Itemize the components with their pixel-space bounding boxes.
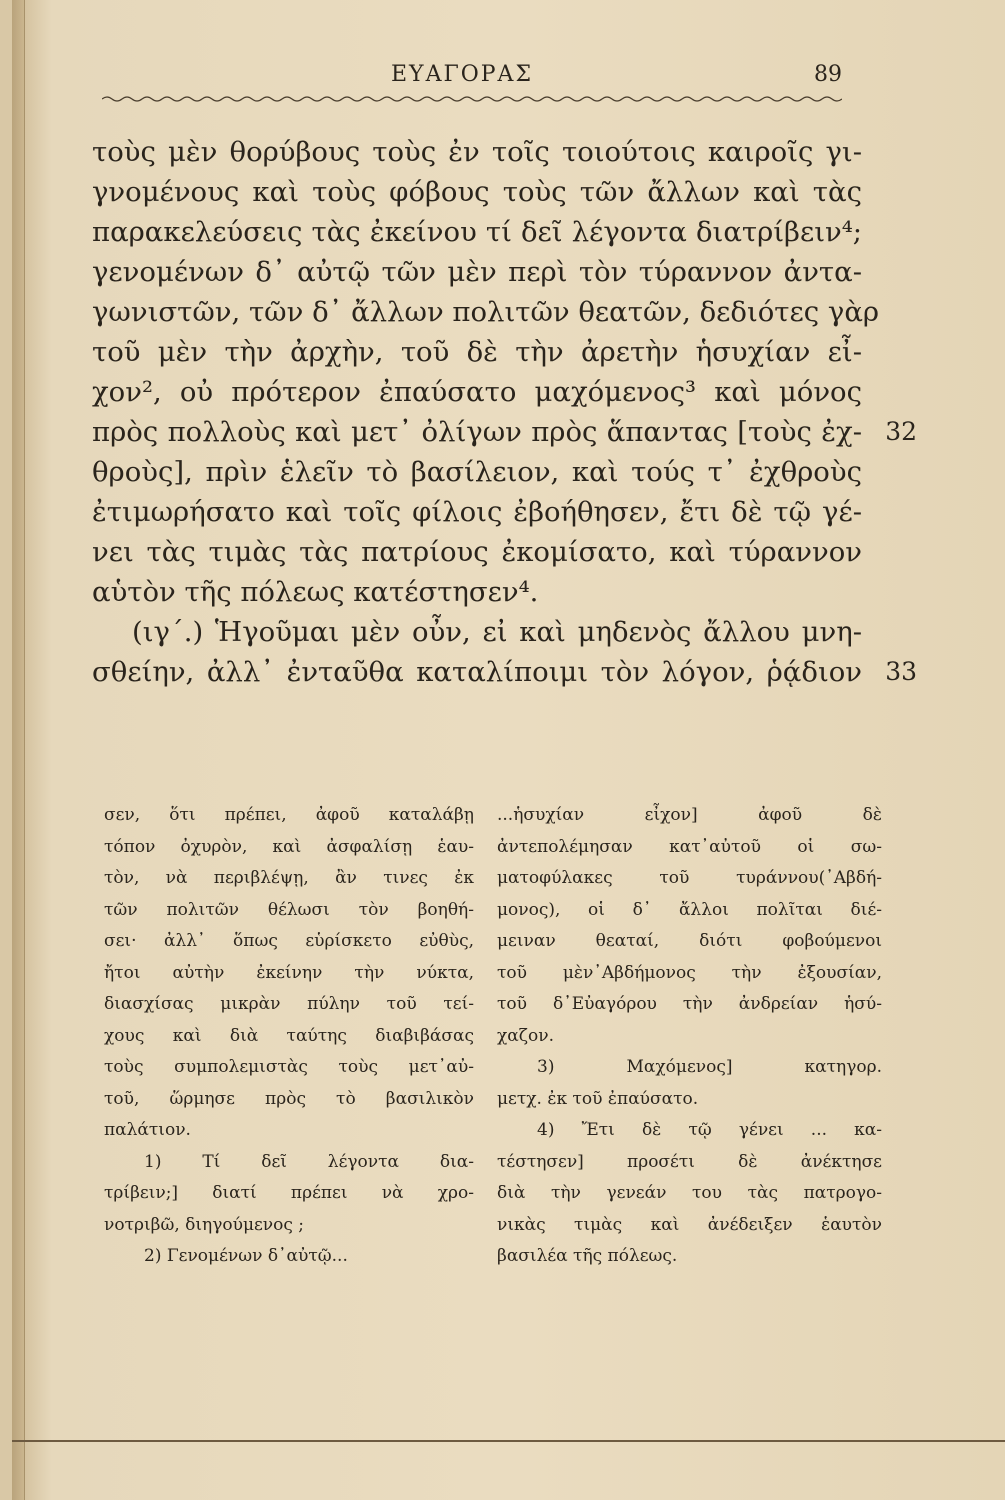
note-line: τρίβειν;] διατί πρέπει νὰ χρο- — [104, 1183, 474, 1203]
running-head: ΕΥΑΓΟΡΑΣ — [390, 62, 534, 87]
text-line: θροὺς], πρὶν ἑλεῖν τὸ βασίλειον, καὶ τούς τ᾽ ἐχθροὺς — [92, 456, 862, 488]
note-line: σεν, ὅτι πρέπει, ἀφοῦ καταλάβῃ — [104, 805, 474, 825]
footnotes — [92, 800, 882, 1320]
note-line: 3) Μαχόμενος] κατηγορ. — [537, 1057, 882, 1077]
note-line: τοὺς συμπολεμιστὰς τοὺς μετ᾽αὐ- — [104, 1057, 474, 1077]
note-line: ...ἡσυχίαν εἶχον] ἀφοῦ δὲ — [497, 805, 882, 825]
section-number-33: 33 — [885, 657, 917, 686]
note-line: τόπον ὀχυρὸν, καὶ ἀσφαλίσῃ ἑαυ- — [104, 836, 474, 857]
note-line: τῶν πολιτῶν θέλωσι τὸν βοηθή- — [104, 899, 474, 920]
note-line: ἀντεπολέμησαν κατ᾽αὐτοῦ οἱ σω- — [497, 836, 882, 857]
note-line: νικὰς τιμὰς καὶ ἀνέδειξεν ἑαυτὸν — [497, 1214, 882, 1235]
note-line: μονος), οἱ δ᾽ ἄλλοι πολῖται διέ- — [497, 899, 882, 920]
note-line: τοῦ, ὥρμησε πρὸς τὸ βασιλικὸν — [104, 1088, 474, 1109]
text-line: πρὸς πολλοὺς καὶ μετ᾽ ὀλίγων πρὸς ἅπαντας [τοὺς ἐχ- — [92, 416, 862, 448]
note-line: 2) Γενομένων δ᾽αὐτῷ... — [144, 1246, 348, 1266]
note-line: μειναν θεαταί, διότι φοβούμενοι — [497, 931, 882, 951]
note-line: τὸν, νὰ περιβλέψῃ, ἂν τινες ἐκ — [104, 868, 474, 888]
footnotes-left-column — [104, 800, 474, 1273]
note-line: βασιλέα τῆς πόλεως. — [497, 1246, 678, 1266]
note-line: 4) Ἔτι δὲ τῷ γένει ... κα- — [537, 1120, 882, 1140]
text-line: νει τὰς τιμὰς τὰς πατρίους ἐκομίσατο, καὶ τύραννον — [92, 536, 862, 568]
text-line: τοὺς μὲν θορύβους τοὺς ἐν τοῖς τοιούτοις καιροῖς γι- — [92, 136, 862, 168]
note-line: διασχίσας μικρὰν πύλην τοῦ τεί- — [104, 994, 474, 1014]
text-line: γνομένους καὶ τοὺς φόβους τοὺς τῶν ἄλλων καὶ τὰς — [92, 176, 862, 208]
text-line: γωνιστῶν, τῶν δ᾽ ἄλλων πολιτῶν θεατῶν, δεδιότες γὰρ — [92, 296, 880, 328]
text-line: χον², οὐ πρότερον ἐπαύσατο μαχόμενος³ καὶ μόνος — [92, 376, 862, 408]
page-number: 89 — [814, 62, 842, 87]
note-line: μετχ. ἐκ τοῦ ἐπαύσατο. — [497, 1088, 699, 1109]
footnotes-right-column — [497, 800, 882, 1273]
note-line: χαζον. — [497, 1025, 554, 1046]
note-line: νοτριβῶ, διηγούμενος ; — [104, 1214, 305, 1235]
page-bottom-rule — [12, 1440, 1005, 1442]
note-line: διὰ τὴν γενεάν του τὰς πατρογο- — [497, 1183, 882, 1203]
note-line: σει· ἀλλ᾽ ὅπως εὑρίσκετο εὐθὺς, — [104, 931, 474, 951]
text-line: τοῦ μὲν τὴν ἀρχὴν, τοῦ δὲ τὴν ἀρετὴν ἡσυχίαν εἶ- — [92, 336, 862, 368]
note-line: χους καὶ διὰ ταύτης διαβιβάσας — [104, 1025, 474, 1046]
wavy-rule — [102, 94, 842, 104]
note-line: τέστησεν] προσέτι δὲ ἀνέκτησε — [497, 1151, 882, 1172]
main-text — [92, 132, 917, 692]
note-line: τοῦ δ᾽Εὐαγόρου τὴν ἀνδρείαν ἡσύ- — [497, 994, 882, 1014]
text-line: γενομένων δ᾽ αὐτῷ τῶν μὲν περὶ τὸν τύραννον ἀντα- — [92, 256, 862, 288]
note-line: ἤτοι αὐτὴν ἐκείνην τὴν νύκτα, — [104, 962, 474, 983]
note-line: 1) Τί δεῖ λέγοντα δια- — [144, 1151, 474, 1172]
text-line: παρακελεύσεις τὰς ἐκείνου τί δεῖ λέγοντα διατρίβειν⁴; — [92, 216, 862, 248]
text-line: (ιγ΄.) Ἡγοῦμαι μὲν οὖν, εἰ καὶ μηδενὸς ἄλλου μνη- — [132, 616, 862, 648]
text-line: ἐτιμωρήσατο καὶ τοῖς φίλοις ἐβοήθησεν, ἔτι δὲ τῷ γέ- — [92, 496, 862, 528]
note-line: ματοφύλακες τοῦ τυράννου(᾽Αβδή- — [497, 868, 882, 888]
section-number-32: 32 — [885, 417, 917, 446]
note-line: παλάτιον. — [104, 1120, 191, 1140]
page-edge — [12, 0, 25, 1500]
note-line: τοῦ μὲν᾽Αβδήμονος τὴν ἐξουσίαν, — [497, 962, 882, 983]
text-line: αὑτὸν τῆς πόλεως κατέστησεν⁴. — [92, 576, 539, 608]
text-line: σθείην, ἀλλ᾽ ἐνταῦθα καταλίποιμι τὸν λόγον, ῥᾴδιον — [92, 656, 862, 688]
book-page — [12, 0, 1005, 1500]
